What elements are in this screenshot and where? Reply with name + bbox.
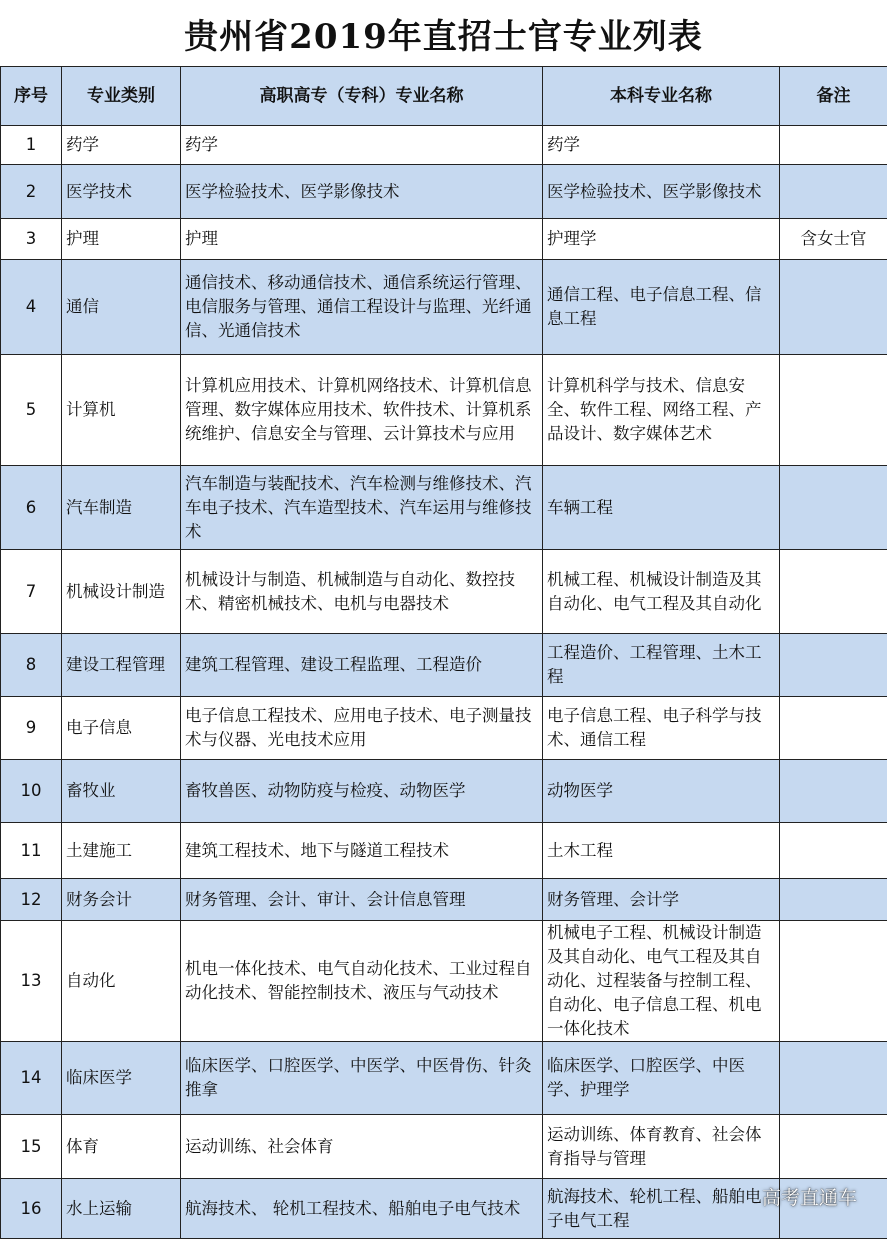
cell-idx-text: 9 — [5, 716, 57, 740]
cell-category-text: 自动化 — [66, 969, 176, 993]
cell-category — [62, 1115, 181, 1179]
cell-vocational — [181, 550, 543, 634]
cell-idx — [1, 219, 62, 260]
cell-note — [780, 355, 887, 466]
cell-vocational-text: 电子信息工程技术、应用电子技术、电子测量技术与仪器、光电技术应用 — [185, 704, 538, 752]
table-row — [1, 697, 887, 760]
cell-bachelor-text: 财务管理、会计学 — [547, 888, 775, 912]
cell-category — [62, 760, 181, 823]
cell-category-text: 汽车制造 — [66, 496, 176, 520]
cell-vocational — [181, 355, 543, 466]
cell-idx-text: 11 — [5, 839, 57, 863]
cell-vocational — [181, 126, 543, 165]
cell-vocational — [181, 466, 543, 550]
cell-vocational-text: 计算机应用技术、计算机网络技术、计算机信息管理、数字媒体应用技术、软件技术、计算机系统维护、信息安全与管理、云计算技术与应用 — [185, 374, 538, 446]
header-bachelor: 本科专业名称 — [543, 67, 780, 126]
cell-vocational — [181, 260, 543, 355]
cell-vocational — [181, 921, 543, 1042]
table-row — [1, 219, 887, 260]
cell-idx — [1, 879, 62, 921]
cell-idx — [1, 1179, 62, 1239]
cell-idx — [1, 921, 62, 1042]
table-row — [1, 260, 887, 355]
cell-vocational — [181, 1115, 543, 1179]
cell-idx-text: 10 — [5, 779, 57, 803]
major-table — [0, 66, 887, 1239]
cell-bachelor — [543, 879, 780, 921]
cell-category-text: 土建施工 — [66, 839, 176, 863]
cell-bachelor-text: 机械工程、机械设计制造及其自动化、电气工程及其自动化 — [547, 568, 775, 616]
cell-vocational — [181, 879, 543, 921]
cell-bachelor-text: 车辆工程 — [547, 496, 775, 520]
cell-bachelor-text: 运动训练、体育教育、社会体育指导与管理 — [547, 1123, 775, 1171]
cell-category-text: 通信 — [66, 295, 176, 319]
cell-category — [62, 126, 181, 165]
table-row — [1, 760, 887, 823]
cell-idx-text: 16 — [5, 1197, 57, 1221]
header-vocational: 高职高专（专科）专业名称 — [181, 67, 543, 126]
cell-idx — [1, 1115, 62, 1179]
cell-vocational-text: 机械设计与制造、机械制造与自动化、数控技术、精密机械技术、电机与电器技术 — [185, 568, 538, 616]
cell-vocational-text: 通信技术、移动通信技术、通信系统运行管理、电信服务与管理、通信工程设计与监理、光纤通信、光通信技术 — [185, 271, 538, 343]
table-row — [1, 466, 887, 550]
cell-idx — [1, 697, 62, 760]
cell-bachelor — [543, 634, 780, 697]
header-category: 专业类别 — [62, 67, 181, 126]
cell-vocational — [181, 823, 543, 879]
cell-category-text: 建设工程管理 — [66, 653, 176, 677]
cell-note — [780, 823, 887, 879]
cell-category — [62, 550, 181, 634]
cell-bachelor — [543, 823, 780, 879]
cell-bachelor — [543, 921, 780, 1042]
cell-idx — [1, 355, 62, 466]
cell-idx-text: 3 — [5, 227, 57, 251]
cell-note — [780, 219, 887, 260]
table-row — [1, 1179, 887, 1239]
cell-bachelor — [543, 1179, 780, 1239]
cell-idx — [1, 260, 62, 355]
cell-category — [62, 466, 181, 550]
cell-category — [62, 697, 181, 760]
header-idx: 序号 — [1, 67, 62, 126]
cell-bachelor-text: 药学 — [547, 133, 775, 157]
cell-bachelor-text: 土木工程 — [547, 839, 775, 863]
cell-vocational — [181, 219, 543, 260]
cell-idx-text: 6 — [5, 496, 57, 520]
cell-note — [780, 466, 887, 550]
cell-vocational-text: 建筑工程技术、地下与隧道工程技术 — [185, 839, 538, 863]
cell-idx-text: 7 — [5, 580, 57, 604]
cell-idx — [1, 760, 62, 823]
cell-vocational — [181, 1042, 543, 1115]
cell-category-text: 药学 — [66, 133, 176, 157]
cell-vocational — [181, 634, 543, 697]
cell-category — [62, 165, 181, 219]
cell-bachelor — [543, 1042, 780, 1115]
cell-category-text: 体育 — [66, 1135, 176, 1159]
cell-idx-text: 8 — [5, 653, 57, 677]
cell-idx — [1, 823, 62, 879]
table-row — [1, 879, 887, 921]
cell-idx — [1, 126, 62, 165]
cell-idx — [1, 634, 62, 697]
cell-vocational-text: 财务管理、会计、审计、会计信息管理 — [185, 888, 538, 912]
cell-category — [62, 879, 181, 921]
cell-note — [780, 634, 887, 697]
cell-category-text: 计算机 — [66, 398, 176, 422]
cell-bachelor-text: 电子信息工程、电子科学与技术、通信工程 — [547, 704, 775, 752]
cell-vocational-text: 汽车制造与装配技术、汽车检测与维修技术、汽车电子技术、汽车造型技术、汽车运用与维修技术 — [185, 472, 538, 544]
table-row — [1, 126, 887, 165]
cell-idx-text: 13 — [5, 969, 57, 993]
cell-category-text: 临床医学 — [66, 1066, 176, 1090]
cell-idx-text: 5 — [5, 398, 57, 422]
cell-bachelor-text: 通信工程、电子信息工程、信息工程 — [547, 283, 775, 331]
cell-bachelor — [543, 697, 780, 760]
cell-idx — [1, 550, 62, 634]
cell-bachelor-text: 临床医学、口腔医学、中医学、护理学 — [547, 1054, 775, 1102]
cell-category-text: 电子信息 — [66, 716, 176, 740]
table-row — [1, 355, 887, 466]
cell-vocational-text: 护理 — [185, 227, 538, 251]
cell-bachelor-text: 工程造价、工程管理、土木工程 — [547, 641, 775, 689]
cell-bachelor-text: 动物医学 — [547, 779, 775, 803]
cell-vocational-text: 机电一体化技术、电气自动化技术、工业过程自动化技术、智能控制技术、液压与气动技术 — [185, 957, 538, 1005]
cell-note — [780, 697, 887, 760]
cell-bachelor-text: 护理学 — [547, 227, 775, 251]
cell-vocational-text: 畜牧兽医、动物防疫与检疫、动物医学 — [185, 779, 538, 803]
page-title: 贵州省2019年直招士官专业列表 — [0, 0, 887, 66]
cell-vocational — [181, 697, 543, 760]
cell-category — [62, 219, 181, 260]
cell-vocational-text: 运动训练、社会体育 — [185, 1135, 538, 1159]
cell-bachelor — [543, 550, 780, 634]
cell-category — [62, 634, 181, 697]
cell-idx-text: 4 — [5, 295, 57, 319]
cell-vocational-text: 医学检验技术、医学影像技术 — [185, 180, 538, 204]
cell-note — [780, 260, 887, 355]
cell-note — [780, 165, 887, 219]
table-row — [1, 165, 887, 219]
cell-category — [62, 1179, 181, 1239]
cell-category-text: 财务会计 — [66, 888, 176, 912]
table-row — [1, 634, 887, 697]
cell-category — [62, 260, 181, 355]
cell-bachelor — [543, 165, 780, 219]
cell-note — [780, 879, 887, 921]
cell-category — [62, 921, 181, 1042]
cell-idx — [1, 1042, 62, 1115]
cell-vocational-text: 航海技术、 轮机工程技术、船舶电子电气技术 — [185, 1197, 538, 1221]
cell-vocational — [181, 760, 543, 823]
cell-bachelor — [543, 260, 780, 355]
cell-category-text: 机械设计制造 — [66, 580, 176, 604]
cell-vocational — [181, 1179, 543, 1239]
cell-note — [780, 921, 887, 1042]
cell-bachelor-text: 医学检验技术、医学影像技术 — [547, 180, 775, 204]
cell-category-text: 护理 — [66, 227, 176, 251]
cell-bachelor — [543, 760, 780, 823]
cell-idx-text: 12 — [5, 888, 57, 912]
cell-bachelor — [543, 126, 780, 165]
cell-bachelor-text: 航海技术、轮机工程、船舶电子电气工程 — [547, 1185, 775, 1233]
cell-category — [62, 823, 181, 879]
cell-idx-text: 15 — [5, 1135, 57, 1159]
cell-note-text: 含女士官 — [784, 227, 883, 251]
cell-category — [62, 355, 181, 466]
cell-bachelor — [543, 466, 780, 550]
cell-bachelor — [543, 355, 780, 466]
table-row — [1, 1042, 887, 1115]
cell-vocational-text: 临床医学、口腔医学、中医学、中医骨伤、针灸推拿 — [185, 1054, 538, 1102]
cell-idx-text: 1 — [5, 133, 57, 157]
cell-note — [780, 126, 887, 165]
watermark: 高考直通车 — [762, 1183, 857, 1210]
table-body — [1, 126, 887, 1239]
table-row — [1, 550, 887, 634]
cell-vocational — [181, 165, 543, 219]
cell-bachelor — [543, 219, 780, 260]
cell-note — [780, 550, 887, 634]
cell-note — [780, 760, 887, 823]
cell-note — [780, 1115, 887, 1179]
cell-bachelor — [543, 1115, 780, 1179]
header-note: 备注 — [780, 67, 887, 126]
table-row — [1, 1115, 887, 1179]
table-row — [1, 921, 887, 1042]
cell-idx — [1, 466, 62, 550]
cell-bachelor-text: 机械电子工程、机械设计制造及其自动化、电气工程及其自动化、过程装备与控制工程、自动化、电子信息工程、机电一体化技术 — [547, 921, 775, 1041]
cell-category-text: 畜牧业 — [66, 779, 176, 803]
cell-note — [780, 1042, 887, 1115]
cell-category — [62, 1042, 181, 1115]
cell-bachelor-text: 计算机科学与技术、信息安全、软件工程、网络工程、产品设计、数字媒体艺术 — [547, 374, 775, 446]
table-row — [1, 823, 887, 879]
table-header-row — [1, 67, 887, 126]
cell-category-text: 水上运输 — [66, 1197, 176, 1221]
cell-idx-text: 14 — [5, 1066, 57, 1090]
cell-idx — [1, 165, 62, 219]
cell-vocational-text: 药学 — [185, 133, 538, 157]
cell-idx-text: 2 — [5, 180, 57, 204]
cell-vocational-text: 建筑工程管理、建设工程监理、工程造价 — [185, 653, 538, 677]
cell-category-text: 医学技术 — [66, 180, 176, 204]
